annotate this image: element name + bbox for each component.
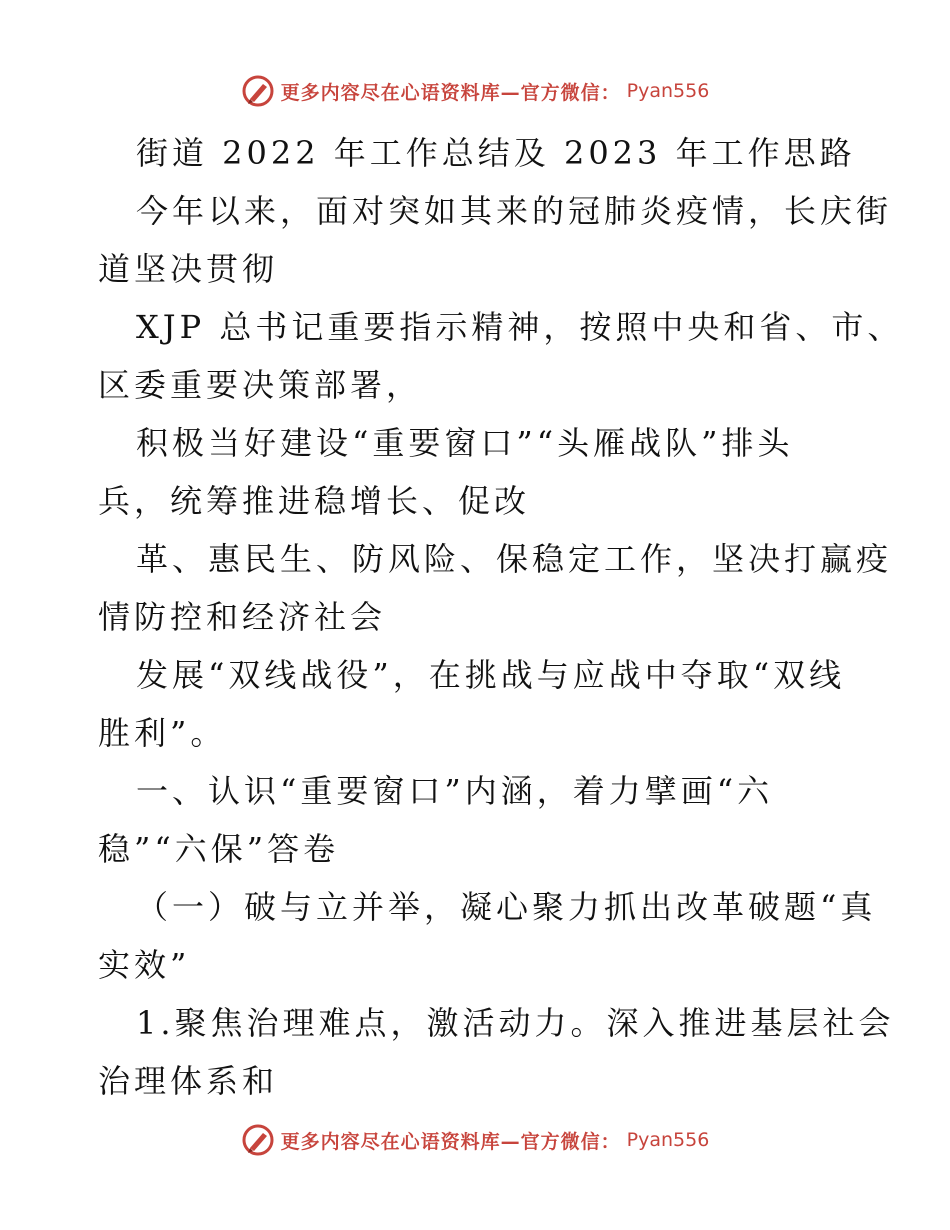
text-line: 1.聚焦治理难点，激活动力。深入推进基层社会 <box>136 1004 895 1042</box>
pen-logo-icon <box>241 74 275 108</box>
text-line: 一、认识“重要窗口”内涵，着力擘画“六 <box>136 772 774 810</box>
text-line: 街道 2022 年工作总结及 2023 年工作思路 <box>136 134 856 172</box>
text-line: 兵，统筹推进稳增长、促改 <box>98 482 531 520</box>
text-line: 治理体系和 <box>98 1062 279 1100</box>
watermark-footer <box>0 1120 950 1160</box>
text-line: 实效” <box>98 946 191 984</box>
text-line: 胜利”。 <box>98 714 227 752</box>
text-line: 今年以来，面对突如其来的冠肺炎疫情，长庆街 <box>136 192 893 230</box>
text-line: （一）破与立并举，凝心聚力抓出改革破题“真 <box>136 888 877 926</box>
pen-logo-icon <box>241 1123 275 1157</box>
text-line: 区委重要决策部署， <box>98 366 423 404</box>
text-line: 道坚决贯彻 <box>98 250 279 288</box>
text-line: 积极当好建设“重要窗口”“头雁战队”排头 <box>136 424 794 462</box>
watermark-handle: Pyan556 <box>626 80 710 102</box>
text-line: 革、惠民生、防风险、保稳定工作，坚决打赢疫 <box>136 540 893 578</box>
watermark-header <box>0 71 950 111</box>
text-line: 情防控和经济社会 <box>98 598 387 636</box>
text-line: 稳”“六保”答卷 <box>98 830 340 868</box>
text-line: 发展“双线战役”，在挑战与应战中夺取“双线 <box>136 656 846 694</box>
document-body <box>98 124 904 1110</box>
watermark-text: 更多内容尽在心语资料库—官方微信： <box>280 81 621 104</box>
watermark-handle: Pyan556 <box>626 1129 710 1151</box>
text-line: XJP 总书记重要指示精神，按照中央和省、市、 <box>136 308 904 346</box>
watermark-text: 更多内容尽在心语资料库—官方微信： <box>280 1130 621 1153</box>
